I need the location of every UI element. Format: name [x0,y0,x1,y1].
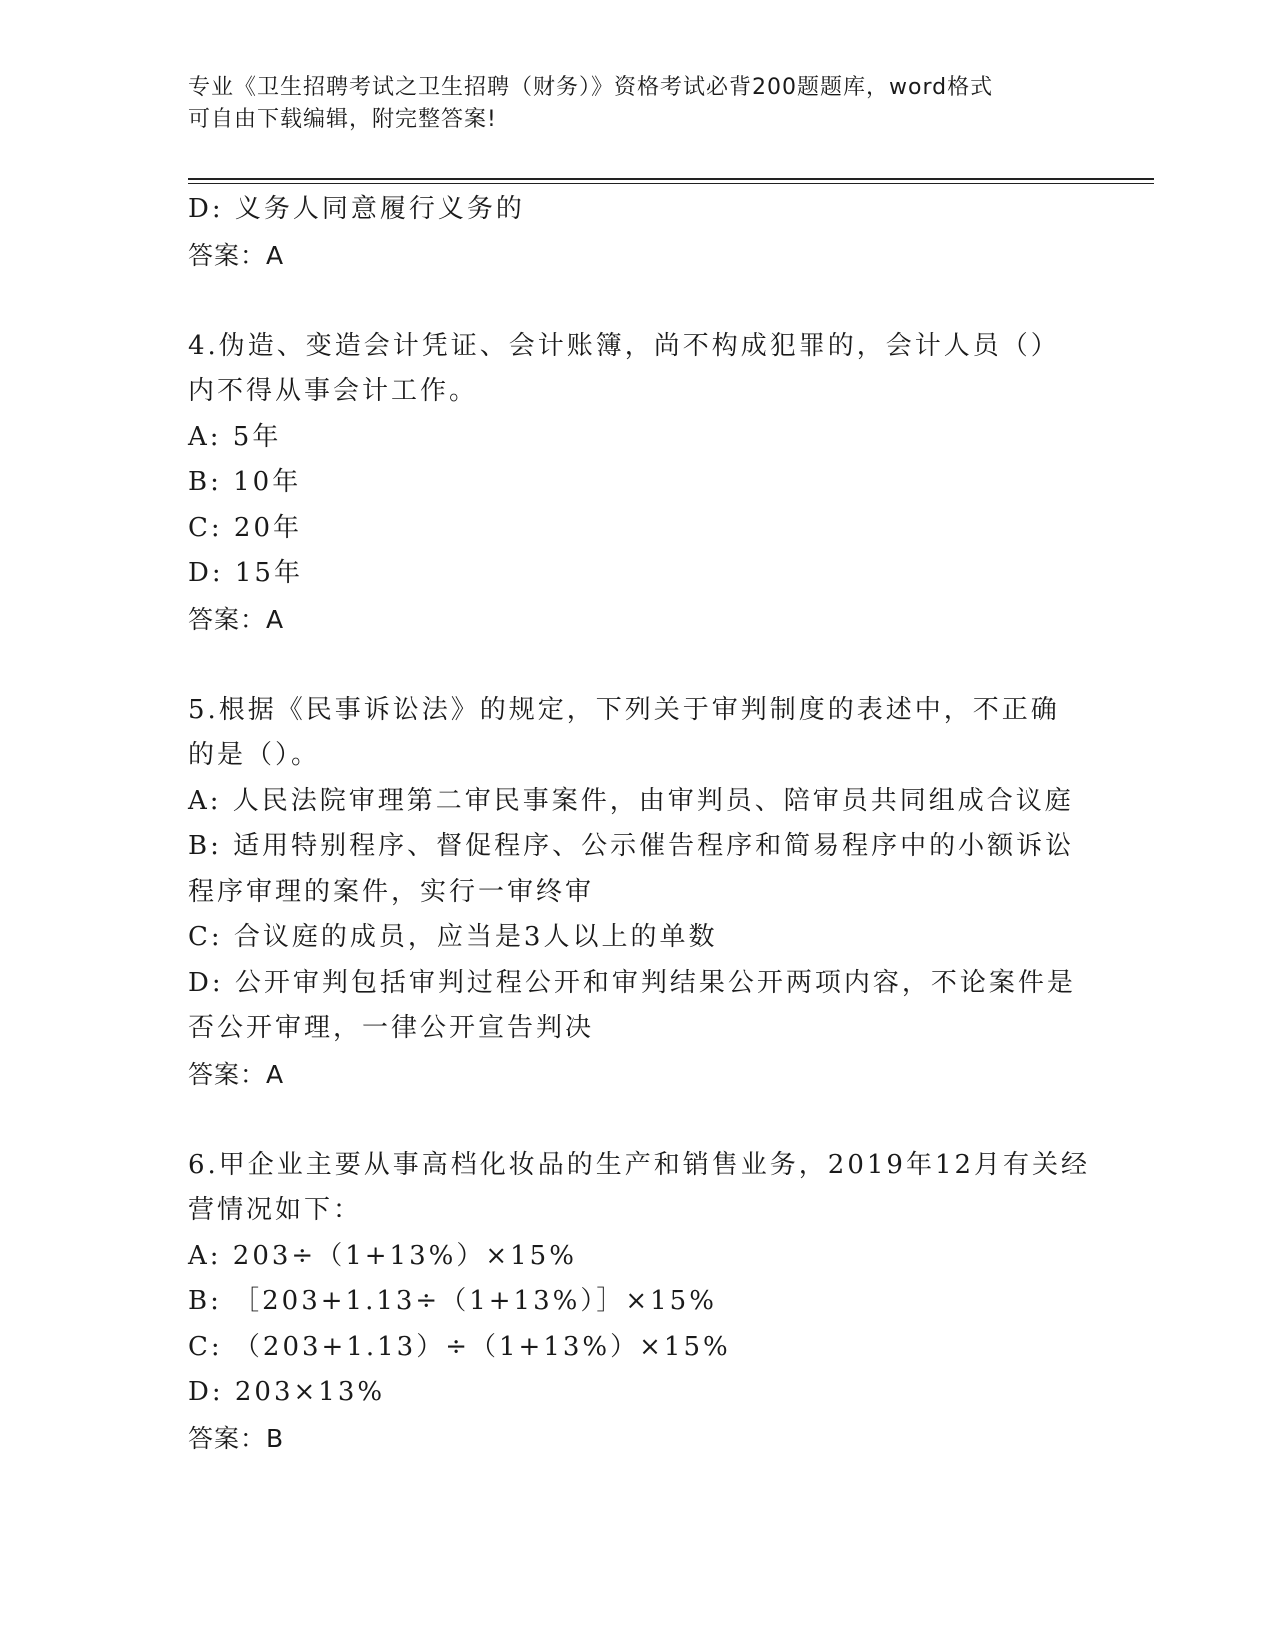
answer-line: 答案：A [188,240,285,270]
question-stem-continued: 的是（）。 [188,740,321,770]
option-c: C: 20年 [188,512,303,543]
option-d-continued: 否公开审理，一律公开宣告判决 [188,1013,595,1043]
answer-line: 答案：B [188,1423,285,1453]
question-3-tail [188,187,1088,278]
question-list [188,187,1091,1461]
option-d: D: 义务人同意履行义务的 [188,194,525,224]
option-c: C: 合议庭的成员，应当是3人以上的单数 [188,922,718,952]
spacer [188,642,1088,688]
header-line-1: 专业《卫生招聘考试之卫生招聘（财务）》资格考试必背200题题库，word格式 [188,75,994,100]
answer-line: 答案：A [188,604,285,634]
spacer [188,278,1088,324]
option-a: A: 5年 [188,421,282,452]
spacer [188,1097,1088,1143]
option-b: B: ［203+1.13÷（1+13%）］×15% [188,1286,717,1316]
answer-line: 答案：A [188,1059,285,1089]
option-b-continued: 程序审理的案件，实行一审终审 [188,876,595,907]
question-stem: 4.伪造、变造会计凭证、会计账簿，尚不构成犯罪的，会计人员（） [188,330,1060,361]
option-d: D: 203×13% [188,1377,386,1407]
document-header [188,72,1088,136]
option-b: B: 适用特别程序、督促程序、公示催告程序和简易程序中的小额诉讼 [188,831,1075,861]
option-a: A: 人民法院审理第二审民事案件，由审判员、陪审员共同组成合议庭 [188,785,1074,816]
question-6 [188,1143,1091,1462]
option-b: B: 10年 [188,467,302,497]
option-d: D: 15年 [188,558,303,588]
header-divider-thick [188,178,1154,180]
question-stem-continued: 内不得从事会计工作。 [188,376,479,406]
option-a: A: 203÷（1+13%）×15% [188,1240,577,1271]
question-stem-continued: 营情况如下： [188,1195,363,1225]
question-stem: 5.根据《民事诉讼法》的规定，下列关于审判制度的表述中，不正确 [188,694,1060,725]
question-4 [188,324,1088,643]
question-stem: 6.甲企业主要从事高档化妆品的生产和销售业务，2019年12月有关经 [188,1149,1091,1180]
header-divider-thin [188,183,1154,184]
question-5 [188,688,1088,1098]
option-c: C: （203+1.13）÷（1+13%）×15% [188,1331,731,1362]
option-d: D: 公开审判包括审判过程公开和审判结果公开两项内容，不论案件是 [188,967,1076,998]
header-line-2: 可自由下载编辑，附完整答案! [188,107,497,132]
